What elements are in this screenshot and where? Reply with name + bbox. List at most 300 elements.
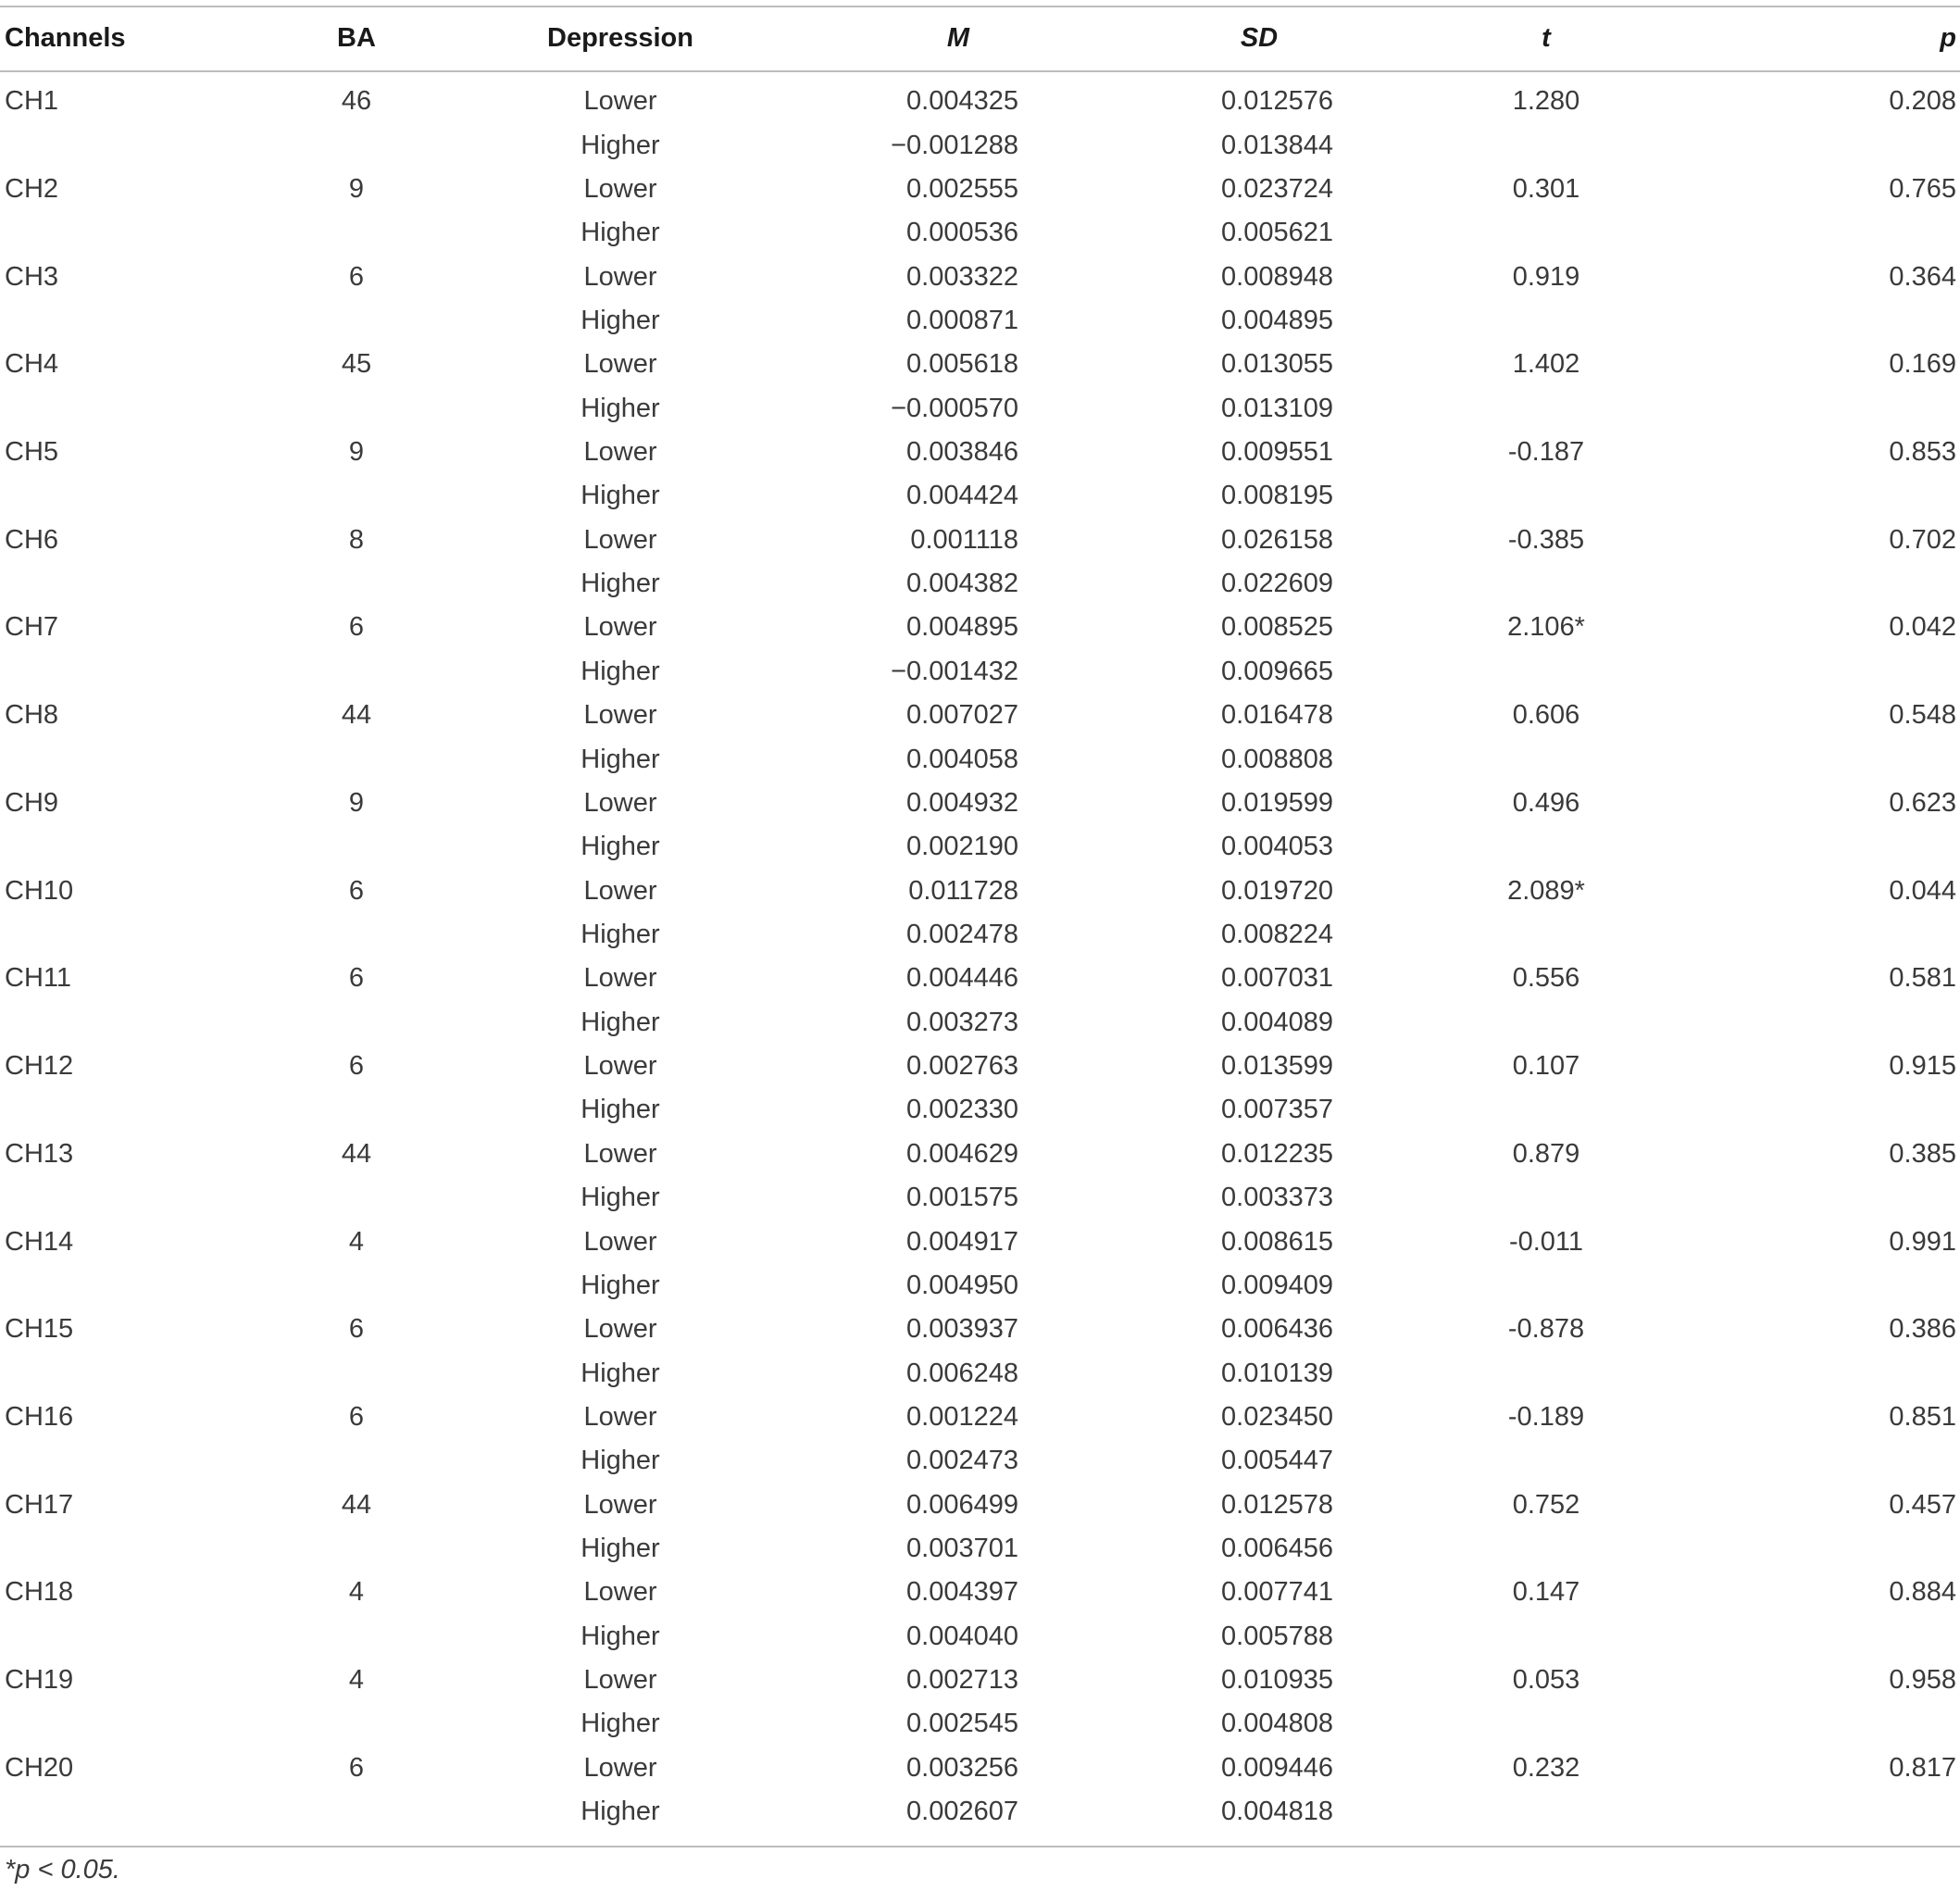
- sd-cell: 0.005788: [1221, 1621, 1333, 1651]
- ba-cell: 44: [341, 1489, 372, 1520]
- mean-cell: 0.001224: [906, 1401, 1018, 1432]
- table-row-lower: [0, 343, 1960, 386]
- table-bottom-rule: [0, 1846, 1960, 1847]
- depression-group-cell: Lower: [583, 524, 657, 555]
- p-value-cell: 0.817: [1889, 1752, 1956, 1783]
- sd-cell: 0.008808: [1221, 744, 1333, 774]
- ba-cell: [278, 1527, 435, 1571]
- header-t: t: [1542, 22, 1551, 53]
- table-row-lower: [0, 957, 1960, 1000]
- table-row-lower: [0, 431, 1960, 474]
- mean-cell: 0.001575: [906, 1183, 1018, 1213]
- table-row-lower: [0, 606, 1960, 649]
- channel-cell: [0, 299, 278, 343]
- table-row-higher: [0, 825, 1960, 869]
- table-row-lower: [0, 1220, 1960, 1263]
- t-value-cell: [1389, 1615, 1778, 1659]
- sd-cell: 0.009409: [1221, 1270, 1333, 1300]
- t-value-cell: [1389, 211, 1778, 255]
- mean-cell: 0.003701: [906, 1534, 1018, 1564]
- t-value-cell: [1389, 1264, 1778, 1308]
- t-value-cell: [1389, 474, 1778, 518]
- p-value-cell: [1778, 1702, 1960, 1746]
- header-p: p: [1940, 22, 1956, 53]
- sd-cell: 0.008525: [1221, 612, 1333, 643]
- depression-group-cell: Higher: [581, 1797, 660, 1827]
- ba-cell: [278, 299, 435, 343]
- mean-cell: 0.002190: [906, 832, 1018, 862]
- p-value-cell: [1778, 474, 1960, 518]
- table-header-row: [0, 6, 1960, 70]
- p-value-cell: [1778, 825, 1960, 869]
- ba-cell: 6: [348, 612, 365, 643]
- mean-cell: −0.001288: [891, 130, 1018, 160]
- table-row-higher: [0, 1790, 1960, 1834]
- table-row-lower: [0, 782, 1960, 825]
- t-value-cell: 2.106*: [1507, 612, 1585, 643]
- sd-cell: 0.007357: [1221, 1095, 1333, 1125]
- table-row-higher: [0, 474, 1960, 518]
- channel-cell: CH5: [5, 437, 59, 468]
- depression-group-cell: Lower: [583, 261, 657, 292]
- mean-cell: 0.005618: [906, 349, 1018, 380]
- table-row-higher: [0, 1088, 1960, 1132]
- depression-group-cell: Higher: [581, 1007, 660, 1037]
- p-value-cell: 0.042: [1889, 612, 1956, 643]
- table-row-lower: [0, 519, 1960, 562]
- depression-group-cell: Higher: [581, 744, 660, 774]
- p-value-cell: [1778, 1001, 1960, 1045]
- p-value-cell: 0.385: [1889, 1138, 1956, 1169]
- mean-cell: 0.004040: [906, 1621, 1018, 1651]
- table-row-higher: [0, 1439, 1960, 1483]
- mean-cell: 0.004932: [906, 787, 1018, 818]
- ba-cell: 9: [348, 437, 365, 468]
- channel-cell: [0, 211, 278, 255]
- channel-cell: CH17: [5, 1489, 74, 1520]
- table-row-higher: [0, 123, 1960, 167]
- t-value-cell: [1389, 825, 1778, 869]
- header-ba: BA: [337, 22, 376, 53]
- depression-group-cell: Lower: [583, 1665, 657, 1696]
- sd-cell: 0.007741: [1221, 1577, 1333, 1608]
- channel-cell: CH19: [5, 1665, 74, 1696]
- t-value-cell: 0.606: [1512, 700, 1580, 731]
- p-value-cell: [1778, 1264, 1960, 1308]
- depression-group-cell: Higher: [581, 481, 660, 511]
- sd-cell: 0.013599: [1221, 1051, 1333, 1082]
- sd-cell: 0.004818: [1221, 1797, 1333, 1827]
- ba-cell: 44: [341, 1138, 372, 1169]
- sd-cell: 0.009446: [1221, 1752, 1333, 1783]
- channel-cell: CH1: [5, 86, 59, 117]
- table-row-higher: [0, 562, 1960, 606]
- p-value-cell: [1778, 1527, 1960, 1571]
- header-m: M: [946, 22, 970, 53]
- p-value-cell: [1778, 1790, 1960, 1834]
- p-value-cell: 0.364: [1889, 261, 1956, 292]
- depression-group-cell: Lower: [583, 875, 657, 906]
- ba-cell: 9: [348, 787, 365, 818]
- channel-cell: [0, 825, 278, 869]
- sd-cell: 0.005447: [1221, 1446, 1333, 1476]
- t-value-cell: [1389, 299, 1778, 343]
- sd-cell: 0.008615: [1221, 1226, 1333, 1257]
- t-value-cell: -0.878: [1507, 1314, 1585, 1345]
- channel-cell: [0, 562, 278, 606]
- header-depression: Depression: [547, 22, 693, 53]
- table-footnote: *p < 0.05.: [5, 1855, 120, 1885]
- t-value-cell: [1389, 123, 1778, 167]
- sd-cell: 0.010935: [1221, 1665, 1333, 1696]
- table-row-lower: [0, 168, 1960, 211]
- ba-cell: [278, 1439, 435, 1483]
- ba-cell: [278, 387, 435, 431]
- sd-cell: 0.009551: [1221, 437, 1333, 468]
- t-value-cell: -0.385: [1507, 524, 1585, 555]
- mean-cell: −0.000570: [891, 393, 1018, 423]
- p-value-cell: [1778, 299, 1960, 343]
- table-row-higher: [0, 1527, 1960, 1571]
- mean-cell: 0.002763: [906, 1051, 1018, 1082]
- table-row-lower: [0, 1484, 1960, 1527]
- mean-cell: 0.003273: [906, 1007, 1018, 1037]
- p-value-cell: [1778, 1615, 1960, 1659]
- t-value-cell: 0.919: [1512, 261, 1580, 292]
- ba-cell: 4: [348, 1577, 365, 1608]
- p-value-cell: 0.548: [1889, 700, 1956, 731]
- table-row-higher: [0, 650, 1960, 694]
- depression-group-cell: Higher: [581, 1709, 660, 1739]
- ba-cell: [278, 211, 435, 255]
- channel-cell: [0, 1001, 278, 1045]
- mean-cell: 0.002330: [906, 1095, 1018, 1125]
- ba-cell: [278, 913, 435, 957]
- p-value-cell: [1778, 1439, 1960, 1483]
- ba-cell: 6: [348, 261, 365, 292]
- channel-cell: CH7: [5, 612, 59, 643]
- table-row-lower: [0, 694, 1960, 737]
- sd-cell: 0.010139: [1221, 1358, 1333, 1388]
- channel-cell: CH20: [5, 1752, 74, 1783]
- depression-group-cell: Lower: [583, 1577, 657, 1608]
- mean-cell: 0.002555: [906, 173, 1018, 204]
- results-table: [0, 6, 1960, 1834]
- sd-cell: 0.013109: [1221, 393, 1333, 423]
- sd-cell: 0.012235: [1221, 1138, 1333, 1169]
- depression-group-cell: Higher: [581, 393, 660, 423]
- t-value-cell: -0.187: [1507, 437, 1585, 468]
- table-row-higher: [0, 1351, 1960, 1395]
- sd-cell: 0.006436: [1221, 1314, 1333, 1345]
- depression-group-cell: Lower: [583, 1314, 657, 1345]
- t-value-cell: [1389, 1790, 1778, 1834]
- depression-group-cell: Higher: [581, 305, 660, 335]
- mean-cell: 0.004629: [906, 1138, 1018, 1169]
- table-row-lower: [0, 869, 1960, 912]
- mean-cell: 0.004382: [906, 569, 1018, 599]
- p-value-cell: 0.884: [1889, 1577, 1956, 1608]
- table-row-higher: [0, 913, 1960, 957]
- ba-cell: [278, 1264, 435, 1308]
- sd-cell: 0.023450: [1221, 1401, 1333, 1432]
- mean-cell: −0.001432: [891, 656, 1018, 686]
- p-value-cell: 0.991: [1889, 1226, 1956, 1257]
- table-row-higher: [0, 211, 1960, 255]
- table-row-lower: [0, 1133, 1960, 1176]
- sd-cell: 0.008224: [1221, 920, 1333, 949]
- t-value-cell: [1389, 1351, 1778, 1395]
- t-value-cell: 0.556: [1512, 963, 1580, 994]
- p-value-cell: [1778, 737, 1960, 781]
- channel-cell: [0, 123, 278, 167]
- sd-cell: 0.003373: [1221, 1183, 1333, 1213]
- t-value-cell: 2.089*: [1507, 875, 1585, 906]
- t-value-cell: 0.301: [1512, 173, 1580, 204]
- depression-group-cell: Lower: [583, 86, 657, 117]
- depression-group-cell: Lower: [583, 612, 657, 643]
- ba-cell: 6: [348, 1401, 365, 1432]
- p-value-cell: [1778, 913, 1960, 957]
- ba-cell: [278, 123, 435, 167]
- channel-cell: CH18: [5, 1577, 74, 1608]
- channel-cell: [0, 1088, 278, 1132]
- channel-cell: [0, 913, 278, 957]
- ba-cell: [278, 1001, 435, 1045]
- table-row-higher: [0, 299, 1960, 343]
- depression-group-cell: Lower: [583, 1226, 657, 1257]
- sd-cell: 0.012576: [1221, 86, 1333, 117]
- sd-cell: 0.019720: [1221, 875, 1333, 906]
- channel-cell: [0, 474, 278, 518]
- depression-group-cell: Lower: [583, 437, 657, 468]
- ba-cell: [278, 1176, 435, 1220]
- p-value-cell: 0.169: [1889, 349, 1956, 380]
- p-value-cell: 0.457: [1889, 1489, 1956, 1520]
- mean-cell: 0.004917: [906, 1226, 1018, 1257]
- sd-cell: 0.026158: [1221, 524, 1333, 555]
- mean-cell: 0.002713: [906, 1665, 1018, 1696]
- t-value-cell: [1389, 1702, 1778, 1746]
- mean-cell: 0.006499: [906, 1489, 1018, 1520]
- t-value-cell: [1389, 1001, 1778, 1045]
- depression-group-cell: Higher: [581, 1621, 660, 1651]
- channel-cell: [0, 387, 278, 431]
- table-row-lower: [0, 1571, 1960, 1614]
- mean-cell: 0.003322: [906, 261, 1018, 292]
- header-channels: Channels: [5, 22, 126, 53]
- p-value-cell: [1778, 650, 1960, 694]
- sd-cell: 0.007031: [1221, 963, 1333, 994]
- ba-cell: [278, 1790, 435, 1834]
- t-value-cell: [1389, 1527, 1778, 1571]
- header-sd: SD: [1240, 22, 1279, 53]
- ba-cell: [278, 1351, 435, 1395]
- mean-cell: 0.004950: [906, 1270, 1018, 1300]
- channel-cell: [0, 1351, 278, 1395]
- table-row-higher: [0, 1702, 1960, 1746]
- ba-cell: 46: [341, 86, 372, 117]
- channel-cell: CH10: [5, 875, 74, 906]
- depression-group-cell: Lower: [583, 1752, 657, 1783]
- table-body: [0, 70, 1960, 1834]
- ba-cell: 4: [348, 1226, 365, 1257]
- channel-cell: [0, 1702, 278, 1746]
- table-row-lower: [0, 1308, 1960, 1351]
- t-value-cell: [1389, 1088, 1778, 1132]
- sd-cell: 0.022609: [1221, 569, 1333, 599]
- mean-cell: 0.002473: [906, 1446, 1018, 1476]
- table-row-higher: [0, 1615, 1960, 1659]
- p-value-cell: 0.853: [1889, 437, 1956, 468]
- mean-cell: 0.002478: [906, 920, 1018, 949]
- channel-cell: CH13: [5, 1138, 74, 1169]
- channel-cell: CH3: [5, 261, 59, 292]
- channel-cell: CH15: [5, 1314, 74, 1345]
- ba-cell: 6: [348, 1314, 365, 1345]
- ba-cell: 8: [348, 524, 365, 555]
- p-value-cell: 0.623: [1889, 787, 1956, 818]
- ba-cell: 9: [348, 173, 365, 204]
- depression-group-cell: Higher: [581, 656, 660, 686]
- t-value-cell: [1389, 737, 1778, 781]
- p-value-cell: 0.702: [1889, 524, 1956, 555]
- t-value-cell: 0.147: [1512, 1577, 1580, 1608]
- table-row-lower: [0, 255, 1960, 298]
- t-value-cell: [1389, 562, 1778, 606]
- t-value-cell: [1389, 913, 1778, 957]
- channel-cell: CH11: [5, 963, 71, 994]
- t-value-cell: [1389, 650, 1778, 694]
- depression-group-cell: Higher: [581, 1358, 660, 1388]
- t-value-cell: [1389, 1176, 1778, 1220]
- depression-group-cell: Lower: [583, 1401, 657, 1432]
- sd-cell: 0.012578: [1221, 1489, 1333, 1520]
- channel-cell: CH12: [5, 1051, 74, 1082]
- depression-group-cell: Higher: [581, 1183, 660, 1213]
- mean-cell: 0.004895: [906, 612, 1018, 643]
- p-value-cell: [1778, 211, 1960, 255]
- ba-cell: [278, 562, 435, 606]
- p-value-cell: 0.915: [1889, 1051, 1956, 1082]
- mean-cell: 0.002607: [906, 1797, 1018, 1827]
- ba-cell: 4: [348, 1665, 365, 1696]
- mean-cell: 0.004397: [906, 1577, 1018, 1608]
- p-value-cell: [1778, 123, 1960, 167]
- channel-cell: CH2: [5, 173, 59, 204]
- sd-cell: 0.004808: [1221, 1709, 1333, 1739]
- p-value-cell: [1778, 562, 1960, 606]
- p-value-cell: [1778, 387, 1960, 431]
- depression-group-cell: Lower: [583, 1489, 657, 1520]
- channel-cell: [0, 1790, 278, 1834]
- table-row-lower: [0, 1747, 1960, 1790]
- mean-cell: 0.011728: [908, 875, 1018, 906]
- p-value-cell: 0.958: [1889, 1665, 1956, 1696]
- sd-cell: 0.005621: [1221, 218, 1333, 248]
- sd-cell: 0.004089: [1221, 1007, 1333, 1037]
- ba-cell: 6: [348, 1752, 365, 1783]
- t-value-cell: [1389, 387, 1778, 431]
- p-value-cell: 0.851: [1889, 1401, 1956, 1432]
- sd-cell: 0.023724: [1221, 173, 1333, 204]
- t-value-cell: -0.011: [1508, 1226, 1584, 1257]
- table-row-higher: [0, 1001, 1960, 1045]
- ba-cell: 6: [348, 875, 365, 906]
- depression-group-cell: Higher: [581, 1270, 660, 1300]
- mean-cell: 0.007027: [906, 700, 1018, 731]
- mean-cell: 0.004446: [906, 963, 1018, 994]
- p-value-cell: 0.044: [1889, 875, 1956, 906]
- mean-cell: 0.002545: [906, 1709, 1018, 1739]
- channel-cell: [0, 650, 278, 694]
- depression-group-cell: Higher: [581, 1534, 660, 1564]
- table-row-higher: [0, 1176, 1960, 1220]
- t-value-cell: 0.879: [1512, 1138, 1580, 1169]
- mean-cell: 0.003256: [906, 1752, 1018, 1783]
- p-value-cell: 0.581: [1889, 963, 1956, 994]
- mean-cell: 0.000871: [906, 305, 1018, 335]
- channel-cell: [0, 1439, 278, 1483]
- t-value-cell: -0.189: [1507, 1401, 1585, 1432]
- ba-cell: [278, 737, 435, 781]
- sd-cell: 0.008195: [1221, 481, 1333, 511]
- sd-cell: 0.009665: [1221, 656, 1333, 686]
- sd-cell: 0.016478: [1221, 700, 1333, 731]
- channel-cell: CH6: [5, 524, 59, 555]
- p-value-cell: 0.386: [1889, 1314, 1956, 1345]
- table-row-higher: [0, 387, 1960, 431]
- sd-cell: 0.004053: [1221, 832, 1333, 862]
- mean-cell: 0.004325: [906, 86, 1018, 117]
- p-value-cell: 0.208: [1889, 86, 1956, 117]
- mean-cell: 0.004424: [906, 481, 1018, 511]
- ba-cell: 45: [341, 349, 372, 380]
- depression-group-cell: Higher: [581, 218, 660, 248]
- depression-group-cell: Higher: [581, 130, 660, 160]
- ba-cell: [278, 650, 435, 694]
- channel-cell: CH14: [5, 1226, 74, 1257]
- sd-cell: 0.008948: [1221, 261, 1333, 292]
- depression-group-cell: Lower: [583, 349, 657, 380]
- channel-cell: CH9: [5, 787, 59, 818]
- depression-group-cell: Higher: [581, 1095, 660, 1125]
- depression-group-cell: Lower: [583, 700, 657, 731]
- sd-cell: 0.013844: [1221, 130, 1333, 160]
- channel-cell: [0, 1176, 278, 1220]
- table-row-higher: [0, 737, 1960, 781]
- channel-cell: CH16: [5, 1401, 74, 1432]
- t-value-cell: 1.280: [1512, 86, 1580, 117]
- ba-cell: [278, 1702, 435, 1746]
- table-row-lower: [0, 1045, 1960, 1088]
- mean-cell: 0.001118: [910, 524, 1018, 555]
- p-value-cell: [1778, 1088, 1960, 1132]
- t-value-cell: 0.053: [1512, 1665, 1580, 1696]
- table-row-higher: [0, 1264, 1960, 1308]
- table-row-lower: [0, 1396, 1960, 1439]
- depression-group-cell: Lower: [583, 1051, 657, 1082]
- t-value-cell: 0.232: [1512, 1752, 1580, 1783]
- ba-cell: 6: [348, 963, 365, 994]
- ba-cell: [278, 1088, 435, 1132]
- ba-cell: 6: [348, 1051, 365, 1082]
- depression-group-cell: Lower: [583, 787, 657, 818]
- sd-cell: 0.019599: [1221, 787, 1333, 818]
- p-value-cell: [1778, 1176, 1960, 1220]
- channel-cell: [0, 1615, 278, 1659]
- t-value-cell: [1389, 1439, 1778, 1483]
